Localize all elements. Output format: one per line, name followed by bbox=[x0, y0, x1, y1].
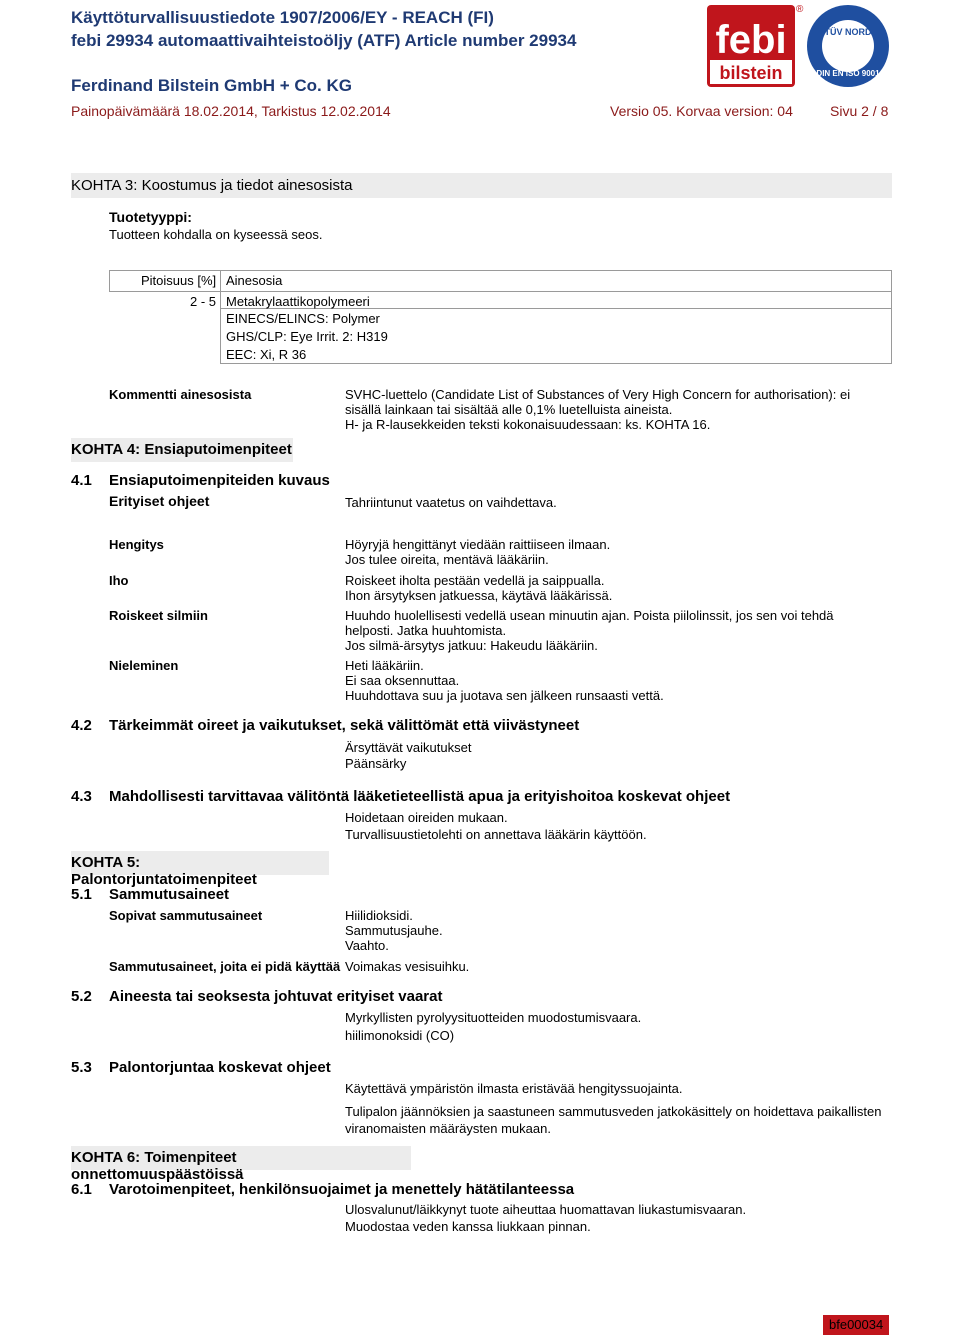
s42-line-1: Ärsyttävät vaikutukset bbox=[345, 740, 472, 755]
inhalation-line-2: Jos tulee oireita, mentävä lääkäriin. bbox=[345, 552, 549, 567]
s41-number: 4.1 bbox=[71, 472, 92, 489]
ingredient-name: Metakrylaattikopolymeeri bbox=[226, 294, 370, 309]
s41-title: Ensiaputoimenpiteiden kuvaus bbox=[109, 472, 330, 489]
skin-line-2: Ihon ärsytyksen jatkuessa, käytävä lääkärissä. bbox=[345, 588, 613, 603]
special-instructions-label: Erityiset ohjeet bbox=[109, 493, 210, 509]
s43-title: Mahdollisesti tarvittavaa välitöntä lääketieteellistä apua ja erityishoitoa koskevat ohjeet bbox=[109, 788, 731, 805]
section-3-band bbox=[71, 173, 892, 198]
s52-number: 5.2 bbox=[71, 988, 92, 1005]
s53-title: Palontorjuntaa koskevat ohjeet bbox=[109, 1059, 331, 1076]
seal-iso-text: DIN EN ISO 9001 bbox=[816, 69, 880, 78]
section-4-band bbox=[71, 438, 293, 462]
s42-number: 4.2 bbox=[71, 717, 92, 734]
comment-line-2: sisällä lainkaan tai sisältää alle 0,1% luetelluista aineista. bbox=[345, 402, 673, 417]
s53-line-1: Käytettävä ympäristön ilmasta eristävää hengityssuojainta. bbox=[345, 1081, 683, 1096]
skin-line-1: Roiskeet iholta pestään vedellä ja saippualla. bbox=[345, 573, 605, 588]
eye-line-2: helposti. Jatka huuhtomista. bbox=[345, 623, 507, 638]
section-5-heading: KOHTA 5: Palontorjuntatoimenpiteet bbox=[71, 854, 257, 888]
col-ingredients-header: Ainesosia bbox=[226, 273, 283, 288]
suitable-media-3: Vaahto. bbox=[345, 938, 389, 953]
s53-number: 5.3 bbox=[71, 1059, 92, 1076]
print-date: Painopäivämäärä 18.02.2014, Tarkistus 12.02.2014 bbox=[71, 103, 391, 119]
ingredient-eec: EEC: Xi, R 36 bbox=[226, 347, 307, 362]
ingestion-line-1: Heti lääkäriin. bbox=[345, 658, 424, 673]
section-5-band bbox=[71, 851, 329, 888]
s51-title: Sammutusaineet bbox=[109, 886, 230, 903]
table-divider bbox=[220, 270, 221, 292]
s42-title: Tärkeimmät oireet ja vaikutukset, sekä välittömät että viivästyneet bbox=[109, 717, 580, 734]
s61-number: 6.1 bbox=[71, 1181, 92, 1198]
s43-line-1: Hoidetaan oireiden mukaan. bbox=[345, 810, 508, 825]
eye-line-3: Jos silmä-ärsytys jatkuu: Hakeudu lääkäriin. bbox=[345, 638, 598, 653]
suitable-media-1: Hiilidioksidi. bbox=[345, 908, 413, 923]
ingestion-label: Nieleminen bbox=[109, 658, 179, 673]
certification-seal bbox=[806, 4, 890, 88]
ingredient-einecs: EINECS/ELINCS: Polymer bbox=[226, 311, 380, 326]
s52-line-2: hiilimonoksidi (CO) bbox=[345, 1028, 455, 1043]
s53-line-2: Tulipalon jäännöksien ja saastuneen sammutusveden jatkokäsittely on hoidettava paikallisten bbox=[345, 1104, 882, 1119]
product-type-text: Tuotteen kohdalla on kyseessä seos. bbox=[109, 227, 323, 242]
footer-code: bfe00034 bbox=[829, 1317, 884, 1332]
s52-line-1: Myrkyllisten pyrolyysituotteiden muodostumisvaara. bbox=[345, 1010, 642, 1025]
row-concentration: 2 - 5 bbox=[190, 294, 217, 309]
unsuitable-media-text: Voimakas vesisuihku. bbox=[345, 959, 470, 974]
col-concentration-header: Pitoisuus [%] bbox=[141, 273, 217, 288]
inhalation-line-1: Höyryjä hengittänyt viedään raittiiseen ilmaan. bbox=[345, 537, 611, 552]
s61-line-2: Muodostaa veden kanssa liukkaan pinnan. bbox=[345, 1219, 591, 1234]
ingredient-ghs: GHS/CLP: Eye Irrit. 2: H319 bbox=[226, 329, 388, 344]
company-name: Ferdinand Bilstein GmbH + Co. KG bbox=[71, 76, 352, 95]
s51-number: 5.1 bbox=[71, 886, 92, 903]
section-6-band bbox=[71, 1146, 411, 1183]
eye-line-1: Huuhdo huolellisesti vedellä usean minuutin ajan. Poista piilolinssit, jos sen voi tehdä bbox=[345, 608, 834, 623]
suitable-media-label: Sopivat sammutusaineet bbox=[109, 908, 263, 923]
febi-logo bbox=[707, 5, 795, 87]
registered-mark-icon: ® bbox=[796, 4, 804, 15]
skin-label: Iho bbox=[109, 573, 129, 588]
section-6-heading: KOHTA 6: Toimenpiteet onnettomuuspäästöissä bbox=[71, 1149, 244, 1183]
document-title: Käyttöturvallisuustiedote 1907/2006/EY - REACH (FI) bbox=[71, 8, 494, 27]
product-type-label: Tuotetyyppi: bbox=[109, 209, 192, 225]
s53-line-3: viranomaisten määräysten mukaan. bbox=[345, 1121, 551, 1136]
section-4-heading: KOHTA 4: Ensiaputoimenpiteet bbox=[71, 441, 292, 458]
ingestion-line-3: Huuhdottava suu ja juotava sen jälkeen runsaasti vettä. bbox=[345, 688, 664, 703]
comment-line-1: SVHC-luettelo (Candidate List of Substances of Very High Concern for authorisation): ei bbox=[345, 387, 851, 402]
s61-line-1: Ulosvalunut/läikkynyt tuote aiheuttaa huomattavan liukastumisvaaran. bbox=[345, 1202, 747, 1217]
s43-number: 4.3 bbox=[71, 788, 92, 805]
suitable-media-2: Sammutusjauhe. bbox=[345, 923, 443, 938]
s52-title: Aineesta tai seoksesta johtuvat erityiset vaarat bbox=[109, 988, 443, 1005]
logo-subword: bilstein bbox=[719, 63, 783, 83]
special-instructions-text: Tahriintunut vaatetus on vaihdettava. bbox=[345, 495, 557, 510]
section-3-heading: KOHTA 3: Koostumus ja tiedot ainesosista bbox=[71, 177, 353, 194]
s43-line-2: Turvallisuustietolehti on annettava lääkärin käyttöön. bbox=[345, 827, 647, 842]
product-title: febi 29934 automaattivaihteistoöljy (ATF) Article number 29934 bbox=[71, 31, 577, 50]
comment-line-3: H- ja R-lausekkeiden teksti kokonaisuudessaan: ks. KOHTA 16. bbox=[345, 417, 711, 432]
s61-title: Varotoimenpiteet, henkilönsuojaimet ja menettely hätätilanteessa bbox=[109, 1181, 575, 1198]
inhalation-label: Hengitys bbox=[109, 537, 164, 552]
logo-wordmark: febi bbox=[715, 18, 787, 62]
seal-tuv-text: TÜV NORD bbox=[824, 27, 872, 37]
version-info: Versio 05. Korvaa version: 04 bbox=[610, 103, 793, 119]
s42-line-2: Päänsärky bbox=[345, 756, 407, 771]
page-number: Sivu 2 / 8 bbox=[830, 103, 889, 119]
footer-code-badge bbox=[823, 1315, 889, 1335]
comment-label: Kommentti ainesosista bbox=[109, 387, 252, 402]
ingestion-line-2: Ei saa oksennuttaa. bbox=[345, 673, 460, 688]
eye-label: Roiskeet silmiin bbox=[109, 608, 208, 623]
unsuitable-media-label: Sammutusaineet, joita ei pidä käyttää bbox=[109, 959, 341, 974]
